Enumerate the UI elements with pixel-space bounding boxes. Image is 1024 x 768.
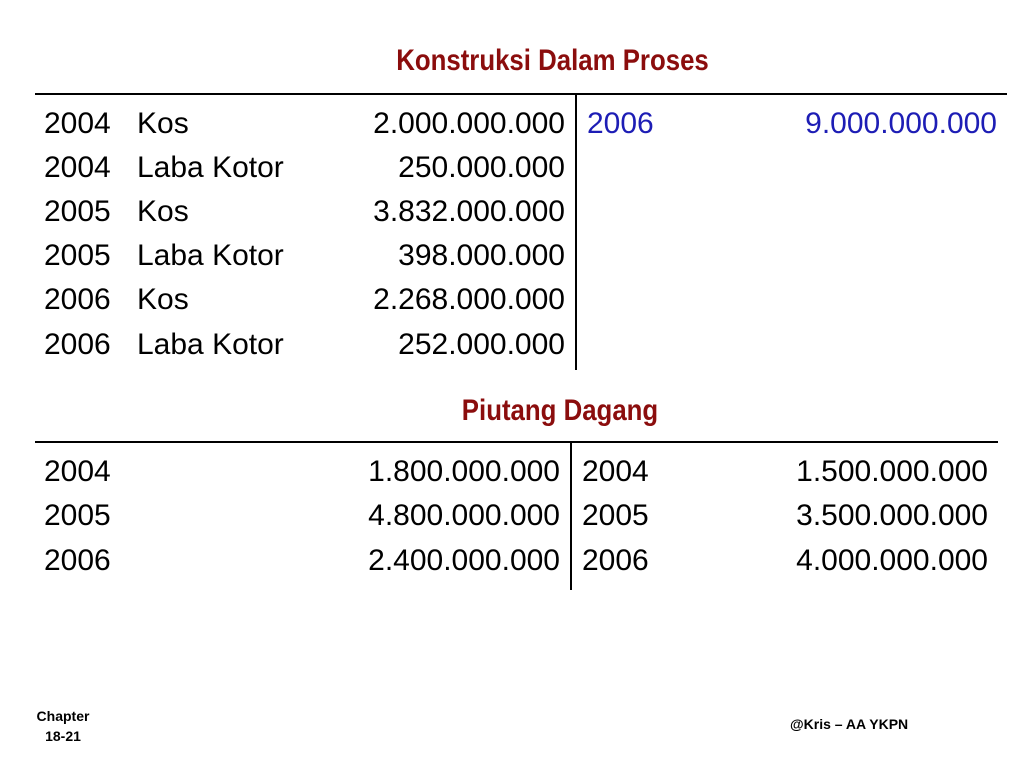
chapter-number: 18-21 bbox=[45, 728, 81, 744]
konstruksi-debit-year: 2004 bbox=[44, 151, 111, 184]
konstruksi-debit-year: 2005 bbox=[44, 239, 111, 272]
konstruksi-debit-amount: 3.832.000.000 bbox=[373, 195, 565, 228]
piutang-debit-year: 2006 bbox=[44, 544, 111, 577]
konstruksi-debit-amount: 2.268.000.000 bbox=[373, 283, 565, 316]
konstruksi-debit-year: 2006 bbox=[44, 328, 111, 361]
konstruksi-credit-amount: 9.000.000.000 bbox=[805, 107, 997, 140]
piutang-debit-year: 2004 bbox=[44, 455, 111, 488]
konstruksi-debit-desc: Laba Kotor bbox=[137, 328, 284, 361]
piutang-debit-amount: 1.800.000.000 bbox=[368, 455, 560, 488]
piutang-credit-amount: 4.000.000.000 bbox=[796, 544, 988, 577]
konstruksi-debit-desc: Kos bbox=[137, 283, 189, 316]
konstruksi-debit-desc: Laba Kotor bbox=[137, 151, 284, 184]
piutang-debit-year: 2005 bbox=[44, 499, 111, 532]
piutang-debit-amount: 4.800.000.000 bbox=[368, 499, 560, 532]
piutang-title: Piutang Dagang bbox=[461, 394, 659, 427]
konstruksi-debit-amount: 252.000.000 bbox=[398, 328, 565, 361]
konstruksi-debit-desc: Kos bbox=[137, 195, 189, 228]
konstruksi-debit-desc: Kos bbox=[137, 107, 189, 140]
piutang-credit-year: 2006 bbox=[582, 544, 649, 577]
piutang-top-line bbox=[35, 441, 998, 443]
piutang-divider bbox=[570, 442, 572, 590]
konstruksi-title: Konstruksi Dalam Proses bbox=[396, 44, 709, 77]
piutang-debit-amount: 2.400.000.000 bbox=[368, 544, 560, 577]
konstruksi-debit-amount: 398.000.000 bbox=[398, 239, 565, 272]
chapter-label: Chapter bbox=[36, 708, 90, 724]
konstruksi-divider bbox=[575, 94, 577, 370]
author-credit: @Kris – AA YKPN bbox=[790, 716, 909, 732]
piutang-credit-amount: 3.500.000.000 bbox=[796, 499, 988, 532]
piutang-credit-year: 2005 bbox=[582, 499, 649, 532]
konstruksi-debit-year: 2006 bbox=[44, 283, 111, 316]
piutang-credit-year: 2004 bbox=[582, 455, 649, 488]
piutang-credit-amount: 1.500.000.000 bbox=[796, 455, 988, 488]
konstruksi-debit-amount: 2.000.000.000 bbox=[373, 107, 565, 140]
konstruksi-top-line bbox=[35, 93, 1007, 95]
konstruksi-debit-amount: 250.000.000 bbox=[398, 151, 565, 184]
konstruksi-debit-desc: Laba Kotor bbox=[137, 239, 284, 272]
konstruksi-credit-year: 2006 bbox=[587, 107, 654, 140]
konstruksi-debit-year: 2005 bbox=[44, 195, 111, 228]
konstruksi-debit-year: 2004 bbox=[44, 107, 111, 140]
